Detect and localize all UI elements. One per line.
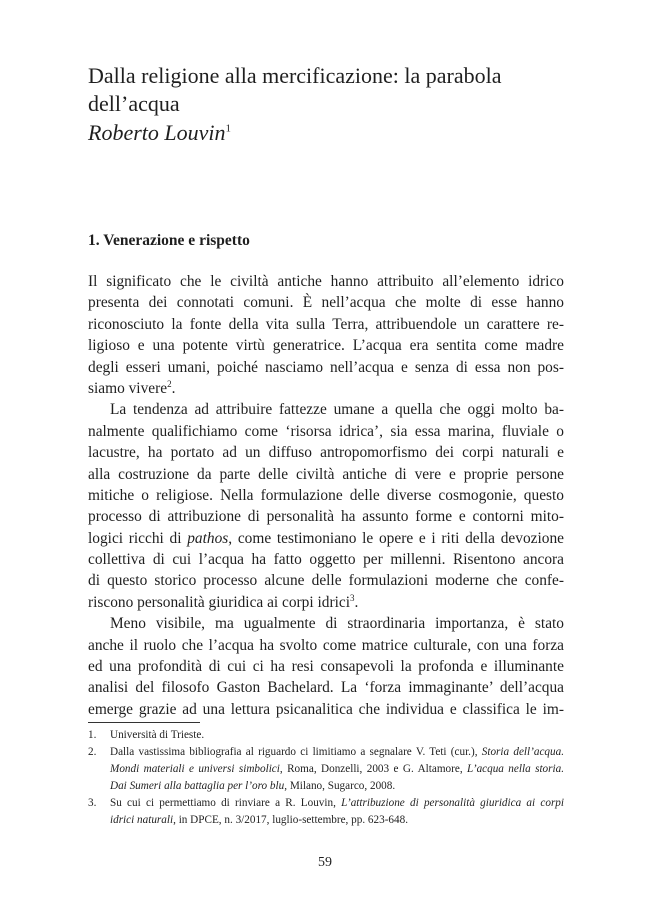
footnote (88, 744, 564, 795)
text-line: mitiche o religiose. Nella formulazione delle diverse cosmogonie, questo (88, 486, 564, 504)
text-line: alla costruzione da parte delle civiltà antiche di vere e proprie persone (88, 465, 564, 483)
section-heading: 1. Venerazione e rispetto (88, 232, 250, 249)
footnote-separator (88, 722, 200, 723)
italic-title: L’attribuzione di personalità giuridica ai corpi (341, 797, 565, 809)
text-run: . (354, 593, 359, 611)
footnote-ref: 1 (225, 122, 231, 135)
footnote-line (110, 744, 564, 761)
footnote-number: 1. (88, 729, 97, 741)
footnote (88, 795, 564, 829)
text-run: , Roma, Donzelli, 2003 e G. Altamore, (279, 763, 468, 775)
footnote-line (110, 761, 564, 778)
page-number: 59 (318, 855, 332, 870)
footnote-line (110, 795, 564, 812)
text-run: riscono personalità giuridica ai corpi idrici (88, 593, 350, 611)
text-line: nalmente qualifichiamo come ‘risorsa idrica’, sia essa marina, fluviale o (88, 422, 564, 440)
text-line: processo di attribuzione di personalità ha assunto forme e contorni mito- (88, 508, 564, 526)
italic-title: idrici naturali (110, 814, 174, 826)
footnote-text (110, 795, 564, 829)
text-run: . (171, 379, 176, 397)
text-line: di questo storico processo alcune delle formulazioni moderne che confe- (88, 572, 564, 590)
text-run: siamo vivere (88, 379, 168, 397)
text-line: degli esseri umani, poiché nasciamo nell’acqua e senza di essa non pos- (88, 358, 564, 376)
footnote (88, 727, 564, 744)
footnotes (88, 727, 564, 829)
text-line: anche il ruolo che l’acqua ha svolto come matrice culturale, con una forza (88, 636, 564, 654)
body-text (88, 271, 564, 720)
footnote-text (110, 744, 564, 795)
text-line: La tendenza ad attribuire fattezze umane a quella che oggi molto ba- (110, 401, 564, 419)
text-run: logici ricchi di (88, 529, 188, 547)
italic-term: pathos (187, 529, 229, 547)
text-run: , Milano, Sugarco, 2008. (284, 780, 396, 792)
text-line: ed una profondità di cui ci ha resi consapevoli la profonda e illuminante (88, 658, 564, 676)
footnote-number: 3. (88, 797, 97, 809)
text-line (88, 592, 564, 613)
italic-title: Storia dell’acqua. (481, 746, 564, 758)
footnote-line (110, 812, 564, 829)
chapter-author (88, 119, 231, 147)
text-run: , in DPCE, n. 3/2017, luglio-settembre, pp. 623-648. (173, 814, 409, 826)
footnote-text: Università di Trieste. (110, 729, 205, 741)
text-line: collettiva di cui l’acqua ha fatto oggetto per millenni. Risentono ancora (88, 551, 564, 569)
text-line: Il significato che le civiltà antiche hanno attribuito all’elemento idrico (88, 273, 564, 290)
italic-title: L’acqua nella storia. (467, 763, 564, 775)
italic-title: Mondi materiali e universi simbolici (110, 763, 280, 775)
text-line: Meno visibile, ma ugualmente di straordinaria importanza, è stato (110, 615, 564, 633)
footnote-number: 2. (88, 746, 97, 758)
text-run: Dalla vastissima bibliografia al riguardo ci limitiamo a segnalare V. Teti (cur.), (110, 746, 482, 758)
text-run: Su cui ci permettiamo di rinviare a R. Louvin, (110, 797, 342, 809)
text-line (88, 528, 564, 549)
chapter-title: Dalla religione alla mercificazione: la parabola dell’acqua (88, 63, 502, 116)
footnote-ref: 2 (167, 378, 172, 389)
text-line: ligioso e una potente virtù generatrice. L’acqua era sentita come madre (88, 337, 564, 355)
text-line: lacustre, ha portato ad un diffuso antropomorfismo dei corpi naturali e (88, 444, 564, 462)
text-line: analisi del filosofo Gaston Bachelard. La ‘forza immaginante’ dell’acqua (88, 679, 564, 697)
footnote-line (110, 778, 564, 795)
text-line: presenta dei connotati comuni. È nell’acqua che molte di esse hanno (88, 294, 564, 312)
author-name: Roberto Louvin (88, 120, 226, 145)
text-run: , come testimoniano le opere e i riti della devozione (228, 529, 564, 547)
text-line: riconosciuto la fonte della vita sulla Terra, attribuendole un carattere re- (88, 315, 564, 333)
text-line: emerge grazie ad una lettura psicanalitica che individua e classifica le im- (88, 700, 564, 718)
footnote-ref: 3 (349, 592, 355, 603)
text-line (88, 378, 564, 399)
italic-title: Dai Sumeri alla battaglia per l’oro blu (110, 780, 285, 792)
